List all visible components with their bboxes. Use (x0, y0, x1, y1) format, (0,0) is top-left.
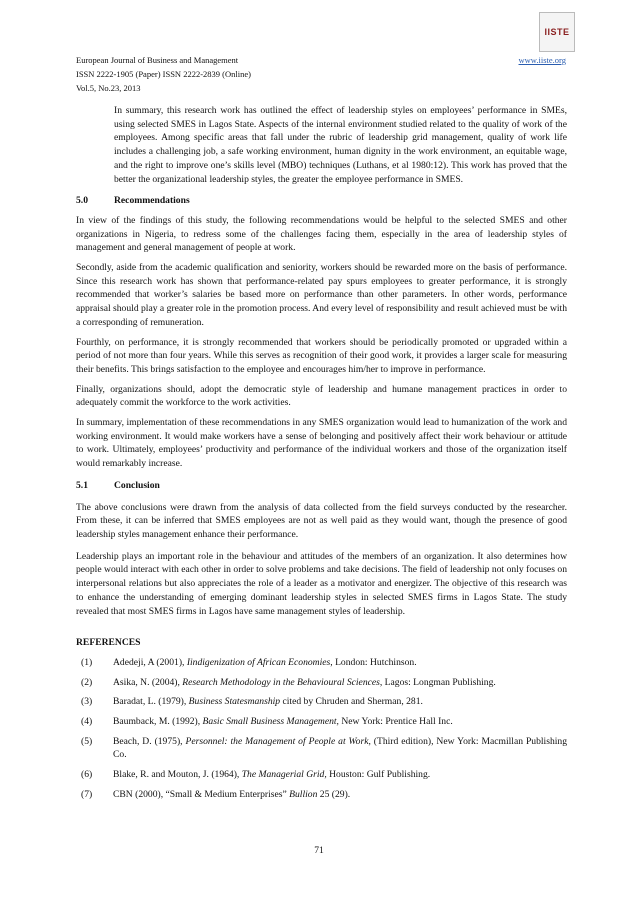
conclusion-heading (76, 479, 567, 493)
journal-name: European Journal of Business and Management (76, 55, 239, 65)
volume-line: Vol.5, No.23, 2013 (76, 83, 141, 93)
references-list (76, 656, 567, 802)
conclusion-paragraph: The above conclusions were drawn from the analysis of data collected from the field surveys conducted by the researcher. From these, it can be inferred that SMES employees are not as well paid as they would want, though the presence of good leadership styles management enhance their performance. (76, 501, 567, 540)
article-body (76, 104, 567, 808)
iiste-logo: IISTE (539, 12, 575, 52)
page-number: 71 (314, 845, 324, 856)
section-title: Recommendations (114, 195, 190, 207)
conclusion-paragraph: Leadership plays an important role in the behaviour and attitudes of the members of an organization. It also determines how people would interact with each other in order to solve problems and take decisions. The field of leadership not only focuses on interpersonal relations but also appreciates the role of a leader as a motivator and energizer. The objective of this research was to enhance the understanding of emerging dominant leadership styles in selected SMES firms in Lagos State. The study revealed that most SMES firms in Lagos have same management styles of leadership. (76, 550, 567, 617)
reference-item: (1) Adedeji, A (2001), Iindigenization of African Economies, London: Hutchinson. (81, 656, 417, 668)
section-number: 5.0 (76, 195, 88, 207)
recommendation-paragraph: Fourthly, on performance, it is strongly recommended that workers should be periodically promoted or upgraded within a period of not more than four years. While this serves as recognition of their good work, it provides a larger scale for measuring their benefits. This brings satisfaction to the employee and encourages him/her to improve in performance. (76, 336, 567, 375)
recommendation-paragraph: In summary, implementation of these recommendations in any SMES organization would lead to humanization of the work and working environment. It would make workers have a sense of belonging and positively affect their work behaviour or attitude to work. Ultimately, employees’ productivity and performance of the individual workers and those of the organization itself would remarkably increase. (76, 417, 567, 470)
reference-item: (5) Beach, D. (1975), Personnel: the Management of People at Work, (Third edition), New York: Macmillan Publishing Co. (81, 735, 568, 761)
reference-item: (3) Baradat, L. (1979), Business Statesmanship cited by Chruden and Sherman, 281. (81, 696, 423, 708)
section-title: Conclusion (114, 479, 160, 491)
journal-url-link[interactable]: www.iiste.org (518, 55, 566, 65)
issn-line: ISSN 2222-1905 (Paper) ISSN 2222-2839 (Online) (76, 69, 251, 79)
reference-item: (2) Asika, N. (2004), Research Methodology in the Behavioural Sciences, Lagos: Longman Publishing. (81, 676, 496, 688)
reference-item: (6) Blake, R. and Mouton, J. (1964), The Managerial Grid, Houston: Gulf Publishing. (81, 769, 431, 781)
section-number: 5.1 (76, 479, 88, 491)
recommendation-paragraph: Secondly, aside from the academic qualification and seniority, workers should be rewarded more on the basis of performance. Since this research work has shown that performance-related pay spurs employees to greater performance, it is strongly recommended that worker’s salaries be based more on performance than other parameters. In other words, performance appraisal should play a greater role in the promotion process. And every level of responsibility and result achieved must be with a corresponding of remuneration. (76, 262, 568, 328)
reference-item: (7) CBN (2000), “Small & Medium Enterprises” Bullion 25 (29). (81, 788, 351, 800)
journal-header (76, 53, 566, 95)
recommendation-paragraph: Finally, organizations should, adopt the democratic style of leadership and humane management practices in order to adequately commit the workforce to the work activities. (76, 383, 567, 409)
recommendation-paragraph: In view of the findings of this study, the following recommendations would be helpful to the selected SMES and other organizations in Nigeria, to redress some of the challenges facing them, especially in the area of leadership styles of management and general management of people at work. (76, 214, 567, 254)
recommendations-heading (76, 194, 567, 208)
reference-item: (4) Baumback, M. (1992), Basic Small Business Management, New York: Prentice Hall Inc. (81, 716, 453, 728)
summary-paragraph: In summary, this research work has outlined the effect of leadership styles on employees’ performance in SMEs, using selected SMES in Lagos State. Aspects of the internal environment studied related to the quality of work of the employees. Among specific areas that fall under the rubric of leadership grid management, quality of work life includes a challenging job, a safe working environment, human dignity in the work environment, an equitable wage, and the right to improve one’s skills level (MBO) techniques (Luthans, et al 1980:12). This work has proved that the better the organizational leadership styles, the greater the employee performance in SMES. (114, 105, 567, 185)
references-heading: REFERENCES (76, 637, 141, 649)
